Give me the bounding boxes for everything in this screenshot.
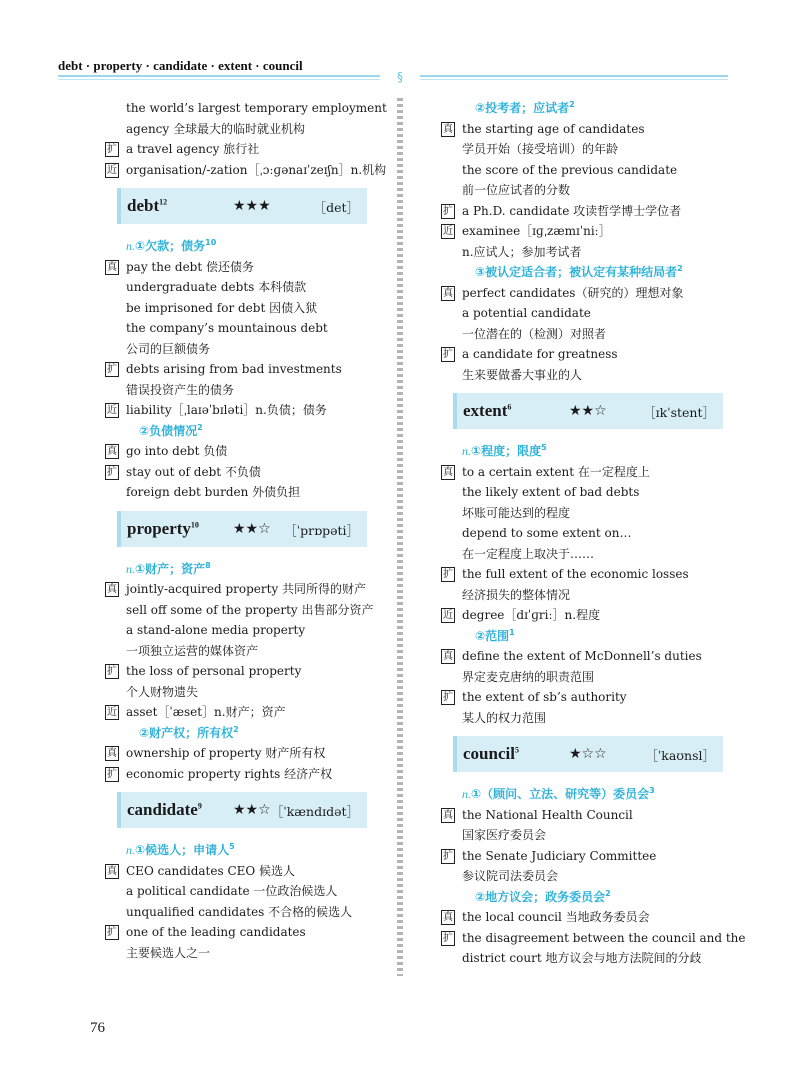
example-line — [105, 257, 367, 278]
example-line — [105, 861, 367, 882]
entry-tag-icon: 扩 — [443, 349, 453, 360]
example-line — [441, 119, 723, 140]
example-text: a potential candidate — [462, 306, 591, 320]
example-line — [441, 585, 723, 606]
sense-heading — [105, 840, 367, 861]
example-text: debts arising from bad investments — [126, 362, 342, 376]
entry-tag-icon: 扩 — [443, 692, 453, 703]
example-line — [441, 805, 723, 826]
example-line — [441, 564, 723, 585]
example-text: stay out of debt 不负债 — [126, 464, 261, 479]
sense-label: ①（顾问、立法、研究等）委员会 — [471, 787, 650, 801]
headword: extent$^6$ — [463, 401, 512, 420]
headword-frequency: 6 — [507, 402, 512, 412]
pronunciation: ［ˈprɒpəti］ — [284, 522, 359, 538]
sense-heading — [441, 626, 723, 647]
entry-tag-icon: 近 — [443, 610, 453, 621]
example-text: a stand-alone media property — [126, 623, 306, 637]
page-number: 76 — [90, 1020, 105, 1036]
headword-box — [117, 511, 367, 547]
sense-heading — [441, 98, 723, 119]
example-text: the company’s mountainous debt — [126, 321, 328, 335]
example-line — [441, 324, 723, 345]
example-line — [441, 160, 723, 181]
example-line — [441, 462, 723, 483]
example-line — [105, 359, 367, 380]
example-line — [105, 620, 367, 641]
example-text: the extent of sb’s authority — [462, 690, 627, 704]
example-text: 学员开始（接受培训）的年龄 — [462, 142, 619, 156]
example-line — [105, 277, 367, 298]
part-of-speech: n. — [462, 787, 471, 801]
example-text: the Senate Judiciary Committee — [462, 848, 657, 863]
example-text: a candidate for greatness — [462, 347, 618, 361]
sense-heading — [441, 262, 723, 283]
example-text: 参议院司法委员会 — [462, 869, 559, 883]
sense-heading — [105, 723, 367, 744]
example-line — [105, 600, 374, 621]
example-text: district court 地方议会与地方法院间的分歧 — [462, 951, 702, 965]
headword-frequency: 5 — [514, 745, 519, 755]
importance-stars: ★★☆ — [233, 802, 271, 818]
example-line — [441, 928, 746, 949]
sense-frequency: 2 — [197, 422, 203, 432]
example-text: the National Health Council — [462, 807, 633, 822]
left-column — [105, 98, 387, 963]
example-text: foreign debt burden 外债负担 — [126, 485, 301, 499]
example-line — [105, 139, 367, 160]
headword: property$^{10}$ — [127, 518, 199, 538]
example-line — [441, 825, 723, 846]
example-text: 个人财物遗失 — [126, 684, 199, 699]
sense-label: ①程度；限度 — [471, 444, 542, 458]
column-divider — [397, 98, 403, 976]
example-text: 主要候选人之一 — [126, 945, 211, 960]
headword-box — [453, 736, 723, 772]
sense-heading — [441, 441, 723, 462]
example-text: jointly-acquired property 共同所得的财产 — [126, 582, 367, 596]
example-line — [105, 380, 367, 401]
example-line — [105, 902, 367, 923]
example-text: the disagreement between the council and the — [462, 930, 746, 945]
entry-tag-icon: 真 — [107, 748, 117, 759]
entry-tag-icon: 真 — [107, 446, 117, 457]
entry-tag-icon: 真 — [107, 261, 117, 273]
entry-tag-icon: 扩 — [107, 768, 117, 780]
headword: debt$^{12}$ — [127, 196, 168, 215]
example-line — [441, 180, 723, 201]
part-of-speech: n. — [462, 444, 471, 458]
sense-heading — [441, 784, 723, 805]
example-text: 一项独立运营的媒体资产 — [126, 643, 259, 658]
example-text: undergraduate debts 本科债款 — [126, 280, 307, 294]
entry-tag-icon: 近 — [107, 164, 117, 176]
entry-tag-icon: 真 — [443, 466, 453, 478]
example-line — [105, 339, 367, 360]
example-text: agency 全球最大的临时就业机构 — [126, 121, 305, 136]
example-text: the likely extent of bad debts — [462, 485, 640, 499]
entry-tag-icon: 扩 — [107, 144, 117, 155]
example-text: to a certain extent 在一定程度上 — [462, 464, 650, 479]
entry-tag-icon: 扩 — [443, 205, 453, 217]
sense-label: ②财产权；所有权 — [139, 725, 234, 740]
example-line — [105, 661, 367, 682]
running-header: debt · property · candidate · extent · council — [58, 58, 303, 73]
example-text: be imprisoned for debt 因债入狱 — [126, 300, 318, 315]
sense-label: ②范围 — [475, 628, 510, 643]
example-text: one of the leading candidates — [126, 925, 306, 939]
example-line — [441, 646, 723, 667]
example-text: ownership of property 财产所有权 — [126, 746, 326, 760]
example-text: economic property rights 经济产权 — [126, 766, 333, 781]
example-line — [105, 98, 387, 119]
entry-tag-icon: 近 — [107, 707, 117, 718]
example-text: the starting age of candidates — [462, 121, 645, 136]
example-text: 生来要做番大事业的人 — [462, 367, 583, 382]
example-text: a travel agency 旅行社 — [126, 142, 260, 156]
sense-frequency: 2 — [569, 100, 575, 109]
example-text: organisation/-zation［ˌɔːɡənaɪˈzeɪʃn］n.机构 — [126, 162, 387, 177]
part-of-speech: n. — [126, 843, 135, 857]
sense-frequency: 2 — [605, 888, 611, 898]
example-line — [105, 400, 367, 421]
entry-tag-icon: 真 — [443, 287, 453, 299]
example-line — [441, 544, 723, 565]
example-line — [105, 682, 367, 703]
importance-stars: ★☆☆ — [569, 746, 607, 762]
example-text: go into debt 负债 — [126, 444, 228, 458]
example-line — [441, 242, 723, 263]
importance-stars: ★★☆ — [569, 403, 607, 419]
example-line — [441, 866, 723, 887]
pronunciation: ［ˈkændɪdət］ — [270, 804, 359, 819]
example-text: degree［dɪˈɡriː］n.程度 — [462, 608, 601, 622]
sense-frequency: 1 — [509, 627, 515, 637]
sense-frequency: 5 — [541, 443, 547, 452]
sense-frequency: 8 — [205, 560, 211, 570]
example-line — [441, 667, 723, 688]
entry-tag-icon: 扩 — [107, 666, 117, 677]
entry-tag-icon: 扩 — [107, 466, 117, 478]
headword-box — [453, 393, 723, 429]
headword-frequency: 10 — [190, 519, 199, 529]
example-line — [105, 318, 367, 339]
entry-tag-icon: 扩 — [443, 569, 453, 580]
example-line — [105, 441, 367, 462]
sense-frequency: 2 — [233, 724, 239, 734]
example-text: 前一位应试者的分数 — [462, 183, 571, 197]
example-line — [441, 221, 723, 242]
sense-frequency: 3 — [649, 786, 655, 795]
part-of-speech: n. — [126, 239, 135, 253]
importance-stars: ★★★ — [233, 198, 271, 214]
example-line — [105, 922, 367, 943]
example-text: CEO candidates CEO 候选人 — [126, 863, 296, 878]
example-line — [105, 462, 367, 483]
sense-label: ②地方议会；政务委员会 — [475, 889, 606, 904]
entry-tag-icon: 真 — [443, 123, 453, 135]
example-text: a political candidate 一位政治候选人 — [126, 884, 338, 898]
example-line — [441, 846, 723, 867]
sense-frequency: 10 — [205, 238, 217, 247]
example-line — [441, 201, 723, 222]
example-text: 一位潜在的（检测）对照者 — [462, 326, 607, 341]
example-line — [105, 943, 367, 964]
example-text: the world’s largest temporary employment — [126, 101, 387, 115]
entry-tag-icon: 真 — [443, 912, 453, 923]
pronunciation: ［ɪkˈstent］ — [643, 405, 715, 420]
sense-frequency: 5 — [229, 842, 235, 851]
pronunciation: ［det］ — [313, 200, 359, 215]
example-line — [105, 119, 367, 140]
example-text: the full extent of the economic losses — [462, 567, 689, 581]
pronunciation: ［ˈkaʊnsl］ — [645, 748, 715, 763]
example-line — [105, 482, 367, 503]
entry-tag-icon: 近 — [107, 405, 117, 416]
headword-frequency: 9 — [197, 801, 202, 811]
sense-label: ①财产；资产 — [135, 561, 206, 576]
entry-tag-icon: 真 — [443, 809, 453, 821]
example-text: the score of the previous candidate — [462, 162, 678, 177]
example-line — [441, 708, 723, 729]
example-line — [441, 139, 723, 160]
example-line — [441, 283, 723, 304]
sense-heading — [105, 236, 367, 257]
example-line — [441, 303, 723, 324]
part-of-speech: n. — [126, 561, 135, 576]
example-text: 某人的权力范围 — [462, 710, 547, 725]
header-ornament-icon: § — [380, 70, 420, 86]
example-text: the local council 当地政务委员会 — [462, 910, 650, 924]
example-text: unqualified candidates 不合格的候选人 — [126, 904, 353, 919]
example-text: 界定麦克唐纳的职责范围 — [462, 669, 595, 684]
example-line — [105, 881, 367, 902]
example-text: a Ph.D. candidate 攻读哲学博士学位者 — [462, 203, 682, 218]
sense-label: ③被认定适合者；被认定有某种结局者 — [475, 265, 678, 279]
example-line — [105, 764, 367, 785]
example-line — [441, 344, 723, 365]
entry-tag-icon: 真 — [107, 584, 117, 595]
example-text: 经济损失的整体情况 — [462, 587, 571, 602]
entry-tag-icon: 近 — [443, 226, 453, 237]
sense-frequency: 2 — [677, 264, 683, 273]
example-line — [105, 702, 367, 723]
example-line — [441, 523, 723, 544]
entry-tag-icon: 扩 — [443, 932, 453, 944]
sense-heading — [105, 421, 367, 442]
example-text: 坏账可能达到的程度 — [462, 505, 571, 520]
example-text: define the extent of McDonnell’s duties — [462, 649, 702, 663]
example-text: asset［ˈæset］n.财产；资产 — [126, 705, 286, 719]
example-line — [105, 743, 367, 764]
example-line — [105, 641, 367, 662]
example-text: 国家医疗委员会 — [462, 828, 547, 842]
sense-label: ①候选人；申请人 — [135, 843, 230, 857]
headword-frequency: 12 — [159, 197, 168, 207]
example-text: n.应试人；参加考试者 — [462, 244, 582, 259]
headword-box — [117, 792, 367, 828]
example-text: liability［ˌlaɪəˈbɪləti］n.负债；债务 — [126, 403, 327, 417]
headword: council$^5$ — [463, 744, 519, 763]
sense-heading — [105, 559, 367, 580]
example-text: 公司的巨额债务 — [126, 341, 211, 356]
example-line — [105, 160, 387, 181]
example-text: perfect candidates（研究的）理想对象 — [462, 285, 684, 300]
entry-tag-icon: 扩 — [107, 927, 117, 938]
example-line — [105, 298, 367, 319]
entry-tag-icon: 扩 — [107, 364, 117, 375]
example-line — [441, 687, 723, 708]
example-line — [441, 365, 723, 386]
importance-stars: ★★☆ — [233, 520, 271, 537]
example-text: examinee［ɪɡˌzæmɪˈniː］ — [462, 224, 611, 238]
example-text: sell off some of the property 出售部分资产 — [126, 602, 374, 617]
example-text: the loss of personal property — [126, 664, 302, 678]
example-line — [105, 579, 367, 600]
right-column — [441, 98, 746, 969]
sense-heading — [441, 887, 723, 908]
example-line — [441, 503, 723, 524]
entry-tag-icon: 扩 — [443, 850, 453, 862]
example-text: 在一定程度上取决于…… — [462, 546, 595, 561]
entry-tag-icon: 真 — [443, 651, 453, 662]
example-line — [441, 605, 723, 626]
sense-label: ②负债情况 — [139, 423, 198, 438]
example-line — [441, 482, 723, 503]
example-line — [441, 907, 723, 928]
sense-label: ①欠款；债务 — [135, 239, 206, 253]
sense-label: ②投考者；应试者 — [475, 101, 570, 115]
example-text: 错误投资产生的债务 — [126, 382, 235, 397]
entry-tag-icon: 真 — [107, 865, 117, 877]
headword-box — [117, 188, 367, 224]
example-text: depend to some extent on… — [462, 526, 632, 540]
example-line — [441, 948, 723, 969]
headword: candidate$^9$ — [127, 800, 202, 819]
example-text: pay the debt 偿还债务 — [126, 259, 254, 274]
